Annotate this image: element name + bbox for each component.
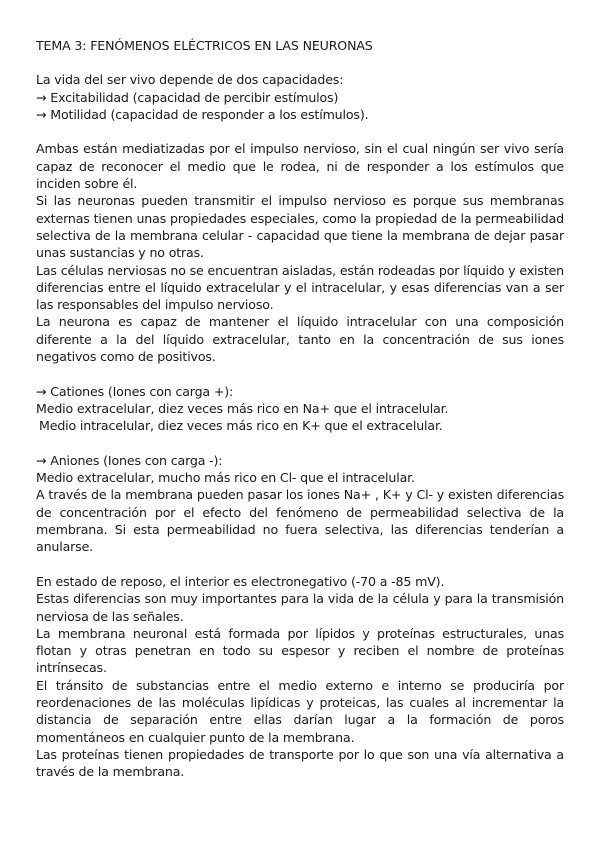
paragraph: En estado de reposo, el interior es electronegativo (-70 a -85 mV). bbox=[36, 573, 445, 589]
spacer bbox=[36, 123, 564, 140]
anions-line: Medio extracelular, mucho más rico en Cl- que el intracelular. bbox=[36, 470, 415, 486]
spacer bbox=[36, 435, 564, 452]
intro-bullet-excitability: → Excitabilidad (capacidad de percibir estímulos) bbox=[36, 89, 339, 105]
paragraph: Las células nerviosas no se encuentran aisladas, están rodeadas por líquido y existen diferencias entre el líquido extracelular y el intracelular, y esas diferencias van a ser las responsables del impulso nervioso. bbox=[36, 262, 564, 313]
paragraph: Si las neuronas pueden transmitir el impulso nervioso es porque sus membranas externas tienen unas propiedades especiales, como la propiedad de la permeabilidad selectiva de la membrana celular - capacidad que tiene la membrana de dejar pasar unas sustancias y no otras. bbox=[36, 193, 564, 261]
cations-heading: → Cationes (Iones con carga +): bbox=[36, 383, 234, 399]
page-title: TEMA 3: FENÓMENOS ELÉCTRICOS EN LAS NEURONAS bbox=[36, 38, 373, 53]
intro-bullet-motility: → Motilidad (capacidad de responder a los estímulos). bbox=[36, 106, 369, 122]
paragraph: Las proteínas tienen propiedades de transporte por lo que son una vía alternativa a través de la membrana. bbox=[36, 746, 564, 780]
paragraph: Ambas están mediatizadas por el impulso nervioso, sin el cual ningún ser vivo sería capaz de reconocer el medio que le rodea, ni de responder a los estímulos que inciden sobre él. bbox=[36, 141, 564, 192]
anions-heading: → Aniones (Iones con carga -): bbox=[36, 452, 223, 468]
paragraph: La neurona es capaz de mantener el líquido intracelular con una composición diferente a la del líquido extracelular, tanto en la concentración de sus iones negativos como de positivos. bbox=[36, 314, 564, 365]
paragraph: Estas diferencias son muy importantes para la vida de la célula y para la transmisión nerviosa de las señales. bbox=[36, 591, 564, 624]
spacer bbox=[36, 365, 564, 382]
spacer bbox=[36, 556, 564, 573]
cations-line: Medio intracelular, diez veces más rico en K+ que el extracelular. bbox=[39, 418, 443, 434]
cations-line: Medio extracelular, diez veces más rico en Na+ que el intracelular. bbox=[36, 400, 449, 416]
intro-line: La vida del ser vivo depende de dos capacidades: bbox=[36, 72, 344, 88]
paragraph: La membrana neuronal está formada por lípidos y proteínas estructurales, unas flotan y otras penetran en todo su espesor y reciben el nombre de proteínas intrínsecas. bbox=[36, 625, 564, 676]
paragraph: A través de la membrana pueden pasar los iones Na+ , K+ y Cl- y existen diferencias de concentración por el efecto del fenómeno de permeabilidad selectiva de la membrana. Si esta permeabilidad no fuera selectiva, las diferencias tenderían a anularse. bbox=[36, 487, 564, 555]
paragraph: El tránsito de substancias entre el medio externo e interno se produciría por reordenaciones de las moléculas lipídicas y proteicas, las cuales al incrementar la distancia de separación entre ellas darían lugar a la formación de poros momentáneos en cualquier punto de la membrana. bbox=[36, 677, 564, 745]
